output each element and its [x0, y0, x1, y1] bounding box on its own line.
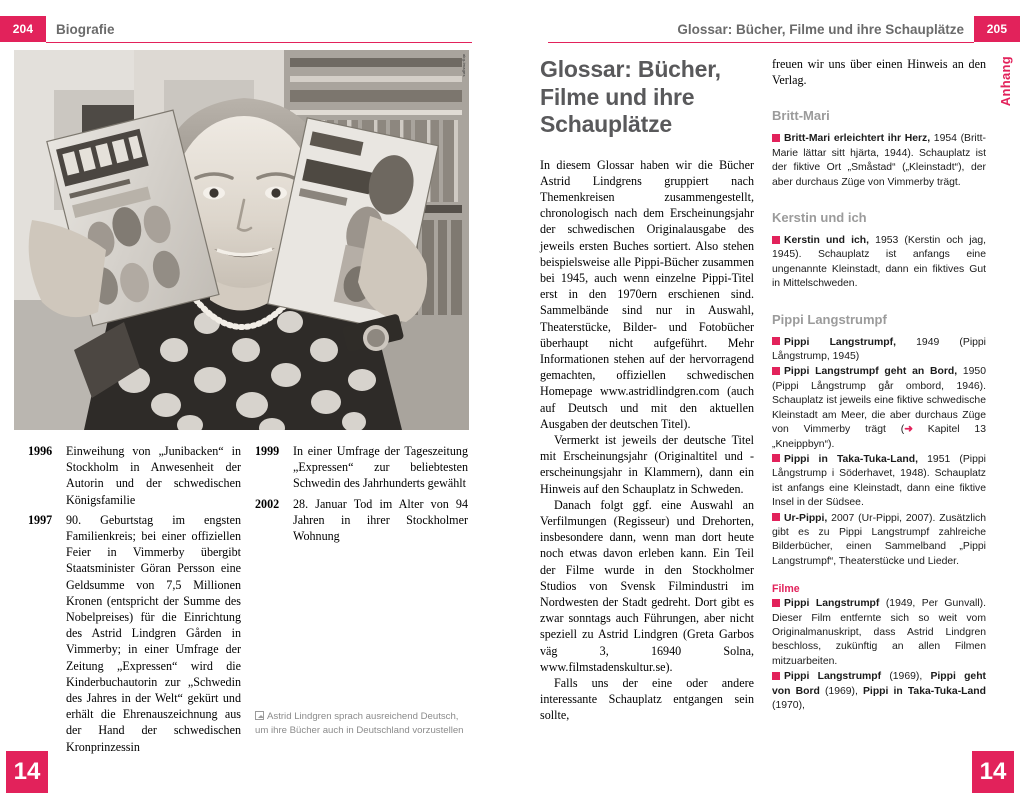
- running-head-rule-left: [46, 42, 472, 43]
- thumb-tab-anhang: [996, 56, 1014, 176]
- square-bullet-icon: [772, 134, 780, 142]
- photo-caption-line-1: Astrid Lindgren sprach ausreichend Deutsch, um: [255, 711, 459, 736]
- entry-title: Kerstin und ich,: [784, 235, 870, 247]
- film-title: Pippi Langstrumpf: [784, 598, 880, 610]
- square-bullet-icon: [772, 672, 780, 680]
- entry-title: Pippi Langstrumpf,: [784, 336, 896, 348]
- photo-caption: [255, 710, 469, 737]
- running-head-right: [520, 16, 1020, 42]
- right-column-1: [540, 56, 754, 724]
- chapter-tab-right: 14: [972, 751, 1014, 793]
- chronology-column-1: [28, 443, 241, 759]
- chronology-entry: [255, 496, 468, 545]
- entry-body: 1950 (Pippi Långstrump går ombord, 1946). Schauplatz ist jeweils eine fiktive schwedische Kleinstadt am Meer, die aber durchaus Züge von Vimmerby trägt (➜ Kapitel 13 „Kneippbyn“).: [772, 366, 986, 450]
- entry-body: 1951 (Pippi Långstrump i Söderhavet, 1948). Schauplatz ist anfangs eine Kleinstadt, dann eine fiktive Insel in der Südsee.: [772, 453, 986, 509]
- thumb-tab-label: Anhang: [997, 56, 1013, 107]
- entry-title: Ur-Pippi,: [784, 512, 828, 524]
- glossary-entry: [772, 132, 986, 190]
- glossary-entry: [772, 512, 986, 570]
- astrid-lindgren-photo: [14, 50, 469, 430]
- chronology-entry: [28, 512, 241, 755]
- film-body: (1969), Pippi geht von Bord (1969), Pippi in Taka-Tuka-Land (1970),: [772, 671, 987, 711]
- intro-paragraph: In diesem Glossar haben wir die Bücher Astrid Lindgrens gruppiert nach Themenkreisen zusammengestellt, chronologisch nach dem Erscheinungsjahr der schwedischen Originalausgabe des jeweils ersten Buches sortiert. Also stehen beispielsweise alle Pippi-Bücher zusammen bei 1945, auch wenn einzelne Pippi-Titel erst in den 1970ern erschienen sind. Sammelbände sind nur in Auswahl, Theaterstücke, Bilder- und Fotobücher überhaupt nicht aufgeführt. Mehr Informationen stehen auf der hervorragend gemachten, offiziellen schwedischen Homepage www.astridlindgren.com (auch auf Deutsch und mit den aktuellen Ausgaben der deutschen Titel).: [540, 157, 754, 431]
- entry-body: 1953 (Kerstin och jag, 1945). Schauplatz ist anfangs eine ungenannte Kleinstadt, dann ein fiktives Gut in Mittelschweden.: [772, 235, 987, 290]
- film-entry: [772, 597, 986, 669]
- film-entry: [772, 670, 986, 713]
- chronology-entry: [255, 443, 468, 492]
- entry-body: 2007 (Ur-Pippi, 2007). Zusätzlich gibt es zu Pippi Langstrumpf zahlreiche Bilderbücher, einen Sammelband „Pippi Langstrumpf“, Theaterstücke und Lieder.: [772, 512, 986, 567]
- chronology-text: 90. Geburtstag im engsten Familienkreis; bei einer offiziellen Feier in Vimmerby übergibt Staatsminister Göran Persson eine Geldsumme von 7,5 Millionen Kronen (entspricht der Summe des Nobelpreises) für die Einrichtung des Astrid Lindgren Gården in Vimmerby; in einer Umfrage der Zeitung „Expressen“ wird die Kinderbuchautorin zur „Schwedin des Jahres in der Welt“ gekürt und erhält die Ehrenauszeichnung aus der Hand der schwedischen Kronprinzessin: [66, 512, 241, 754]
- entry-body: 1954 (Britt-Marie lättar sitt hjärta, 1944). Schauplatz ist der fiktive Ort „Småstad“ („Kleinstadt“), der aber durchaus Züge von Vimmerby trägt.: [772, 133, 986, 188]
- entry-title: Pippi in Taka-Tuka-Land,: [784, 453, 918, 465]
- running-head-right-title: Glossar: Bücher, Filme und ihre Schauplätze: [677, 21, 964, 37]
- glossary-entry: [772, 365, 986, 451]
- chronology-year: 1997: [28, 512, 53, 527]
- intro-continuation: freuen wir uns über einen Hinweis an den Verlag.: [772, 57, 986, 88]
- chapter-tab-left: 14: [6, 751, 48, 793]
- intro-paragraph: Falls uns der eine oder andere interessante Schauplatz entgangen sein sollte,: [540, 676, 754, 723]
- running-head-rule-right: [548, 42, 974, 43]
- section-heading-pippi-langstrumpf: Pippi Langstrumpf: [772, 311, 887, 327]
- square-bullet-icon: [772, 367, 780, 375]
- chronology-text: In einer Umfrage der Tageszeitung „Expressen“ zur beliebtesten Schwedin des Jahrhunderts gewählt: [293, 444, 468, 491]
- photo-credit: akg-images: [462, 54, 467, 77]
- folio-right: 205: [974, 16, 1020, 42]
- intro-paragraph: Danach folgt ggf. eine Auswahl an Verfilmungen (Regisseur) und Drehorten, insbesondere dann, wenn man dort heute noch etwas davon erleben kann. Ein Teil der Filme wurde in den Stockholmer Studios von Svensk Filmindustri im Nordwesten der Stadt gedreht. Dort gibt es zwar sonntags auch Führungen, aber nicht speziell zu Astrid Lindgren (Greta Garbos väg 3, 16940 Solna, www.filmstadenskultur.se).: [540, 497, 754, 674]
- photo-caption-line-2: ihre Bücher auch in Deutschland vorzustellen: [271, 724, 464, 736]
- photo-graphic: [14, 50, 469, 430]
- entry-title: Pippi Langstrumpf geht an Bord,: [784, 366, 958, 378]
- chronology-year: 1999: [255, 444, 280, 458]
- chronology-year: 1996: [28, 444, 53, 458]
- entry-title: Britt-Mari erleichtert ihr Herz,: [784, 133, 931, 145]
- section-heading-kerstin-und-ich: Kerstin und ich: [772, 210, 867, 226]
- section-heading-britt-mari: Britt-Mari: [772, 108, 830, 124]
- glossary-entry: [772, 336, 986, 365]
- square-bullet-icon: [772, 236, 780, 244]
- chronology-year: 2002: [255, 496, 280, 511]
- subsection-heading-filme: Filme: [772, 583, 800, 596]
- entry-body: 1949 (Pippi Långstrump, 1945): [772, 336, 986, 363]
- intro-paragraph: Vermerkt ist jeweils der deutsche Titel mit Erscheinungsjahr (Originaltitel und -erscheinungsjahr in Klammern), dann ein Hinweis auf den Schauplatz in Schweden.: [540, 432, 754, 496]
- folio-left: 204: [0, 16, 46, 42]
- film-body: (1949, Per Gunvall). Dieser Film entfernte sich so weit vom Originalmanuskript, dass Astrid Lindgren beschloss, zukünftig an allen Filmen mitzuarbeiten.: [772, 598, 987, 667]
- chronology-block: [14, 443, 469, 754]
- page-title: Glossar: Bücher, Filme und ihre Schauplätze: [540, 56, 721, 137]
- chronology-text: Einweihung von „Junibacken“ in Stockholm in Anwesenheit der Autorin und der schwedischen Königsfamilie: [66, 444, 241, 507]
- film-title: Pippi Langstrumpf: [784, 671, 882, 683]
- square-bullet-icon: [772, 599, 780, 607]
- chronology-text: 28. Januar Tod im Alter von 94 Jahren in ihrer Stockholmer Wohnung: [293, 496, 468, 544]
- cross-reference-arrow-icon: ➜: [904, 424, 913, 436]
- running-head-left-title: Biografie: [56, 21, 115, 37]
- square-bullet-icon: [772, 337, 780, 345]
- square-bullet-icon: [772, 513, 780, 521]
- camera-icon: [255, 711, 264, 720]
- chronology-column-2: [255, 443, 468, 548]
- glossary-entry: [772, 453, 986, 511]
- right-column-2: [772, 56, 986, 714]
- square-bullet-icon: [772, 454, 780, 462]
- glossary-entry: [772, 234, 986, 292]
- chronology-entry: [28, 443, 241, 508]
- running-head-left: [0, 16, 500, 42]
